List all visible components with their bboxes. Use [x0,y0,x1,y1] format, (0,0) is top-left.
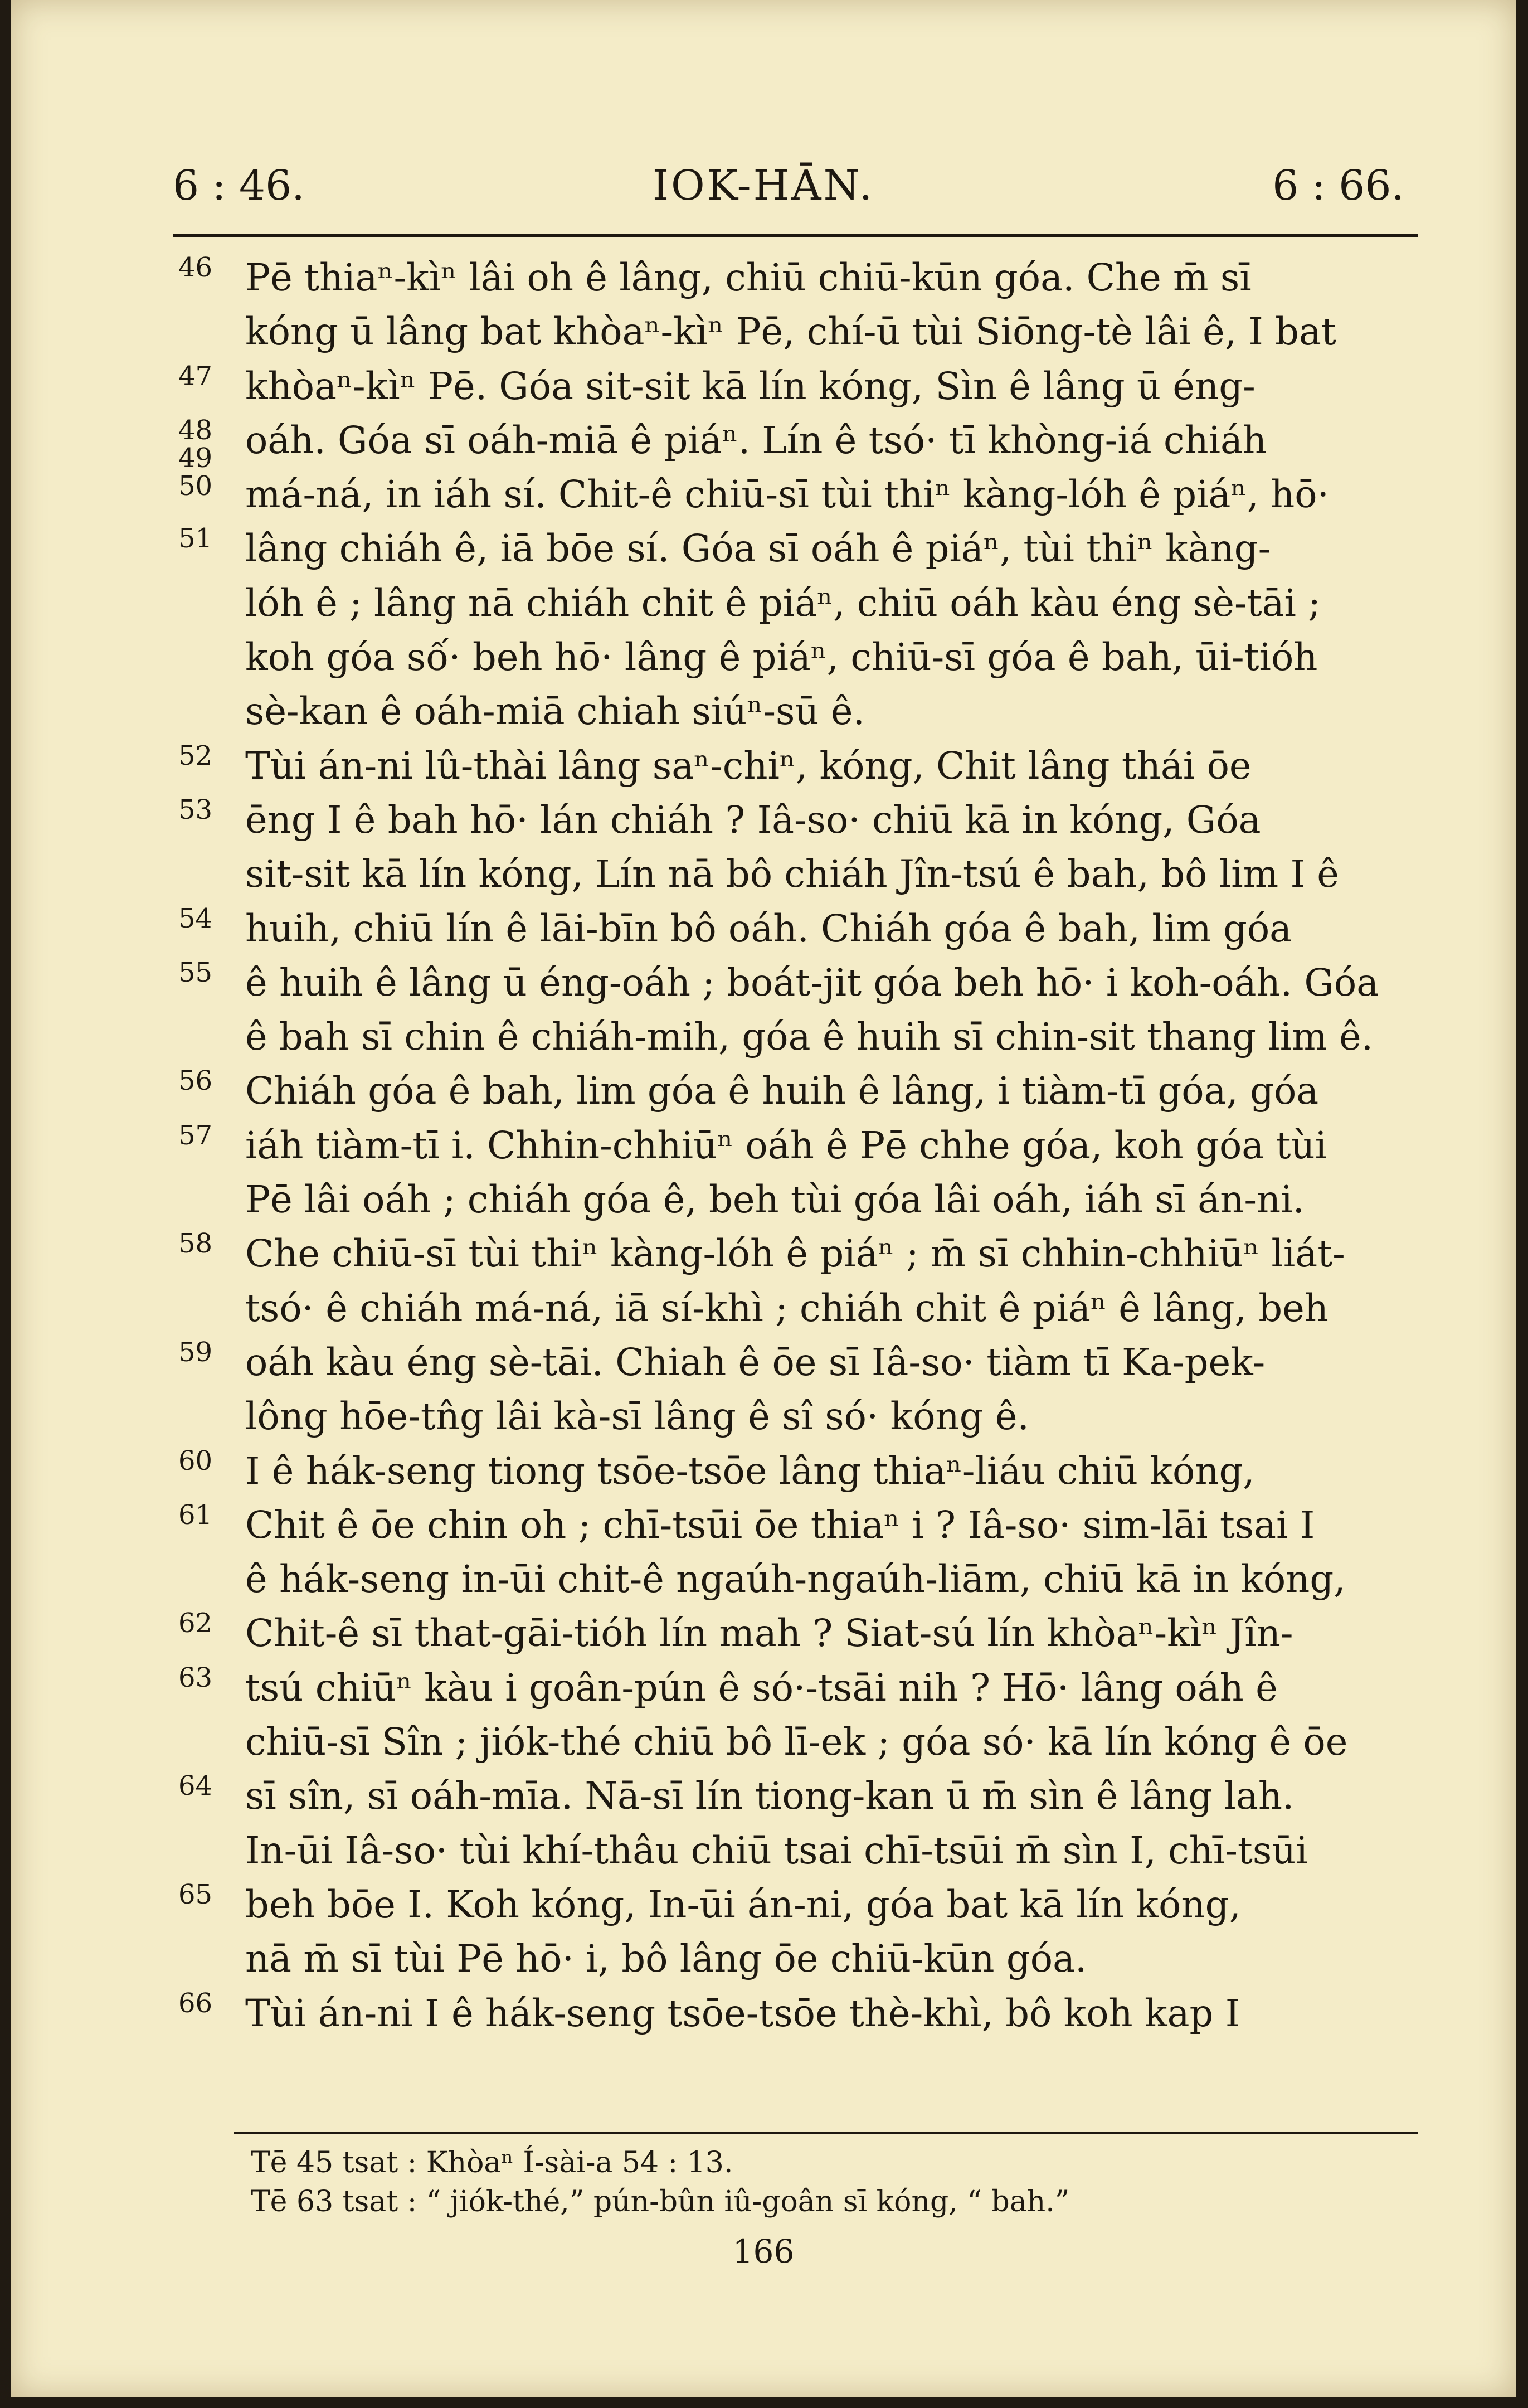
verse-line-text: Chiáh góa ê bah, lim góa ê huih ê lâng, i tiàm-tī góa, góa [245,1069,1319,1113]
text-line [11,251,1516,305]
verse-line-text: nā m̄ sī tùi Pē hō· i, bô lâng ōe chiū-kūn góa. [245,1937,1087,1981]
verse-line-text: Tùi án-ni I ê hák-seng tsōe-tsōe thè-khì, bô koh kap I [245,1991,1240,2035]
verse-line-text: lâng chiáh ê, iā bōe sí. Góa sī oáh ê piáⁿ, tùi thiⁿ kàng- [245,527,1271,571]
verse-number: 66 [178,1987,213,2019]
verse-line-text: sè-kan ê oáh-miā chiah siúⁿ-sū ê. [245,690,865,734]
page-number: 166 [732,2232,795,2270]
text-line [11,1390,1516,1444]
verse-line-text: sī sîn, sī oáh-mīa. Nā-sī lín tiong-kan ū m̄ sìn ê lâng lah. [245,1774,1295,1818]
verse-number: 46 [178,252,213,283]
verse-number: 64 [178,1770,213,1802]
text-line [11,684,1516,739]
text-line [11,443,1516,522]
verse-line-text: oáh kàu éng sè-tāi. Chiah ê ōe sī Iâ-so· tiàm tī Ka-pek- [245,1340,1266,1384]
text-line [11,902,1516,956]
verse-line-text: sit-sit kā lín kóng, Lín nā bô chiáh Jîn-tsú ê bah, bô lim I ê [245,852,1339,896]
verse-line-text: Chit ê ōe chin oh ; chī-tsūi ōe thiaⁿ i ? Iâ-so· sim-lāi tsai I [245,1503,1315,1547]
verse-number: 58 [178,1228,213,1260]
verse-line-text: tsú chiūⁿ kàu i goân-pún ê só·-tsāi nih ? Hō· lâng oáh ê [245,1666,1278,1710]
text-line [11,360,1516,414]
text-line [11,1606,1516,1661]
text-line [11,739,1516,793]
text-line [11,1824,1516,1878]
text-line [11,414,1516,468]
verse-number-first: 49 [178,443,213,474]
book-page [11,0,1516,2397]
verse-line-text: beh bōe I. Koh kóng, In-ūi án-ni, góa bat kā lín kóng, [245,1882,1241,1926]
verse-line-text: iáh tiàm-tī i. Chhin-chhiūⁿ oáh ê Pē chhe góa, koh góa tùi [245,1123,1327,1167]
text-line [11,1987,1516,2041]
text-line [11,1715,1516,1769]
verse-number: 65 [178,1878,213,1910]
verse-number: 56 [178,1065,213,1097]
text-line [11,1119,1516,1173]
verse-line-text: kóng ū lâng bat khòaⁿ-kìⁿ Pē, chí-ū tùi Siōng-tè lâi ê, I bat [245,310,1336,354]
verse-line-text: chiū-sī Sîn ; jiók-thé chiū bô lī-ek ; góa só· kā lín kóng ê ōe [245,1720,1348,1764]
verse-number: 59 [178,1336,213,1368]
text-line [11,956,1516,1010]
verse-line-text: I ê hák-seng tiong tsōe-tsōe lâng thiaⁿ-liáu chiū kóng, [245,1449,1255,1493]
verse-number [178,444,212,500]
text-line [11,630,1516,684]
header-rule [173,234,1418,237]
book-title: IOK-HĀN. [652,162,875,210]
text-line [11,1010,1516,1064]
verse-line-text: In-ūi Iâ-so· tùi khí-thâu chiū tsai chī-tsūi m̄ sìn I, chī-tsūi [245,1828,1308,1872]
verse-line-text: huih, chiū lín ê lāi-bīn bô oáh. Chiáh góa ê bah, lim góa [245,906,1292,950]
verse-number: 63 [178,1662,213,1693]
verse-line-text: ê hák-seng in-ūi chit-ê ngaúh-ngaúh-liām, chiū kā in kóng, [245,1557,1346,1601]
text-line [11,793,1516,847]
verse-line-text: tsó· ê chiáh má-ná, iā sí-khì ; chiáh chit ê piáⁿ ê lâng, beh [245,1286,1329,1330]
verse-number: 53 [178,794,213,826]
verse-line-text: oáh. Góa sī oáh-miā ê piáⁿ. Lín ê tsó· tī khòng-iá chiáh [245,418,1267,462]
verse-number: 47 [178,360,213,392]
verse-line-text: ê bah sī chin ê chiáh-mih, góa ê huih sī chin-sit thang lim ê. [245,1015,1374,1059]
footnote: Tē 63 tsat : “ jiók-thé,” pún-bûn iû-goân sī kóng, “ bah.” [251,2185,1070,2218]
text-line [11,1227,1516,1281]
verse-line-text: Pē lâi oáh ; chiáh góa ê, beh tùi góa lâi oáh, iáh sī án-ni. [245,1178,1305,1222]
verse-number: 54 [178,902,213,934]
verse-line-text: Chit-ê sī that-gāi-tióh lín mah ? Siat-sú lín khòaⁿ-kìⁿ Jîn- [245,1611,1293,1656]
text-line [11,1932,1516,1986]
text-line [11,1281,1516,1336]
footnote: Tē 45 tsat : Khòaⁿ Í-sài-a 54 : 13. [251,2146,733,2179]
text-line [11,1878,1516,1932]
verse-number: 52 [178,740,213,771]
verse-line-text: lóh ê ; lâng nā chiáh chit ê piáⁿ, chiū oáh kàu éng sè-tāi ; [245,581,1321,625]
verse-line-text: má-ná, in iáh sí. Chit-ê chiū-sī tùi thiⁿ kàng-lóh ê piáⁿ, hō· [245,473,1329,517]
text-line [11,1661,1516,1715]
header-left-reference: 6 : 46. [173,162,305,210]
verse-number: 57 [178,1119,213,1151]
verse-number: 62 [178,1608,213,1639]
verse-line-text: koh góa số· beh hō· lâng ê piáⁿ, chiū-sī góa ê bah, ūi-tióh [245,635,1318,679]
running-header [11,156,1516,217]
text-line [11,1444,1516,1498]
text-line [11,1336,1516,1390]
verse-line-text: Pē thiaⁿ-kìⁿ lâi oh ê lâng, chiū chiū-kūn góa. Che m̄ sī [245,256,1252,299]
verse-line-text: Tùi án-ni lû-thài lâng saⁿ-chiⁿ, kóng, Chit lâng thái ōe [245,744,1252,788]
text-line [11,1498,1516,1552]
verse-line-text: lông hōe-tn̂g lâi kà-sī lâng ê sî só· kóng ê. [245,1395,1029,1439]
footnote-rule [234,2132,1418,2134]
text-line [11,1173,1516,1227]
footnotes [251,2143,1069,2221]
verse-number: 48 [178,414,213,446]
text-line [11,576,1516,630]
text-line [11,1769,1516,1823]
header-right-reference: 6 : 66. [1272,162,1404,210]
text-line [11,522,1516,576]
text-line [11,1552,1516,1606]
text-line [11,847,1516,901]
verse-number: 61 [178,1499,213,1531]
verse-number: 51 [178,523,213,555]
verse-number-second: 50 [178,470,213,502]
verse-line-text: Che chiū-sī tùi thiⁿ kàng-lóh ê piáⁿ ; m̄ sī chhin-chhiūⁿ liát- [245,1232,1345,1276]
verse-number: 55 [178,957,213,988]
verse-number: 60 [178,1445,213,1477]
text-line [11,1064,1516,1118]
text-line [11,305,1516,359]
verse-line-text: ēng I ê bah hō· lán chiáh ? Iâ-so· chiū kā in kóng, Góa [245,798,1261,842]
verse-text-block [11,251,1516,2041]
verse-line-text: ê huih ê lâng ū éng-oáh ; boát-jit góa beh hō· i koh-oáh. Góa [245,960,1379,1004]
verse-line-text: khòaⁿ-kìⁿ Pē. Góa sit-sit kā lín kóng, Sìn ê lâng ū éng- [245,364,1256,408]
